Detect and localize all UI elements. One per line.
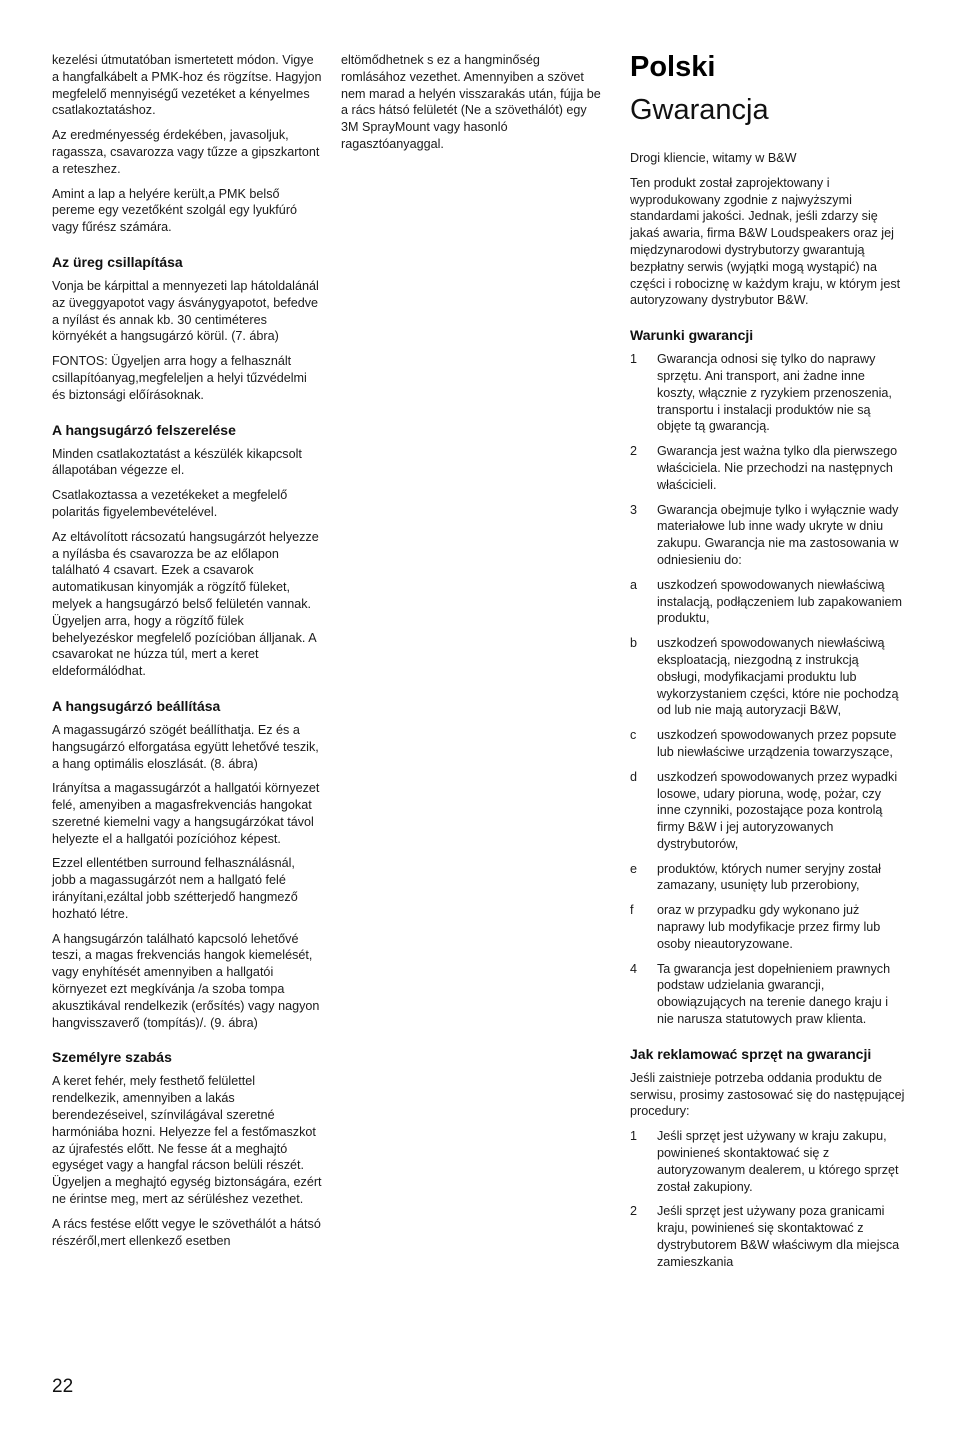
list-marker: a xyxy=(630,577,638,592)
list-item xyxy=(630,1128,905,1195)
paragraph: kezelési útmutatóban ismertetett módon. Vigye a hangfalkábelt a PMK-hoz és rögzítse. Hagyjon megfelelő mennyiségű vezetéket a kényelmes csatlakoztatáshoz. xyxy=(52,53,322,118)
paragraph: A rács festése előtt vegye le szövethálót a hátsó részéről,mert ellenkező esetben xyxy=(52,1216,321,1248)
list-item-text: uszkodzeń spowodowanych przez popsute lub niewłaściwe urządzenia towarzyszące, xyxy=(657,728,897,759)
list-item xyxy=(630,727,905,761)
list-item xyxy=(630,502,905,569)
page-title: Gwarancja xyxy=(630,94,769,126)
list-marker: c xyxy=(630,728,637,743)
section-heading-terms: Warunki gwarancji xyxy=(630,327,754,344)
paragraph: eltömődhetnek s ez a hangminőség romlásához vezethet. Amennyiben a szövet nem marad a helyén visszarakás után, fújja be a rács hátsó felületét (Ne a szövethálót) egy 3M SprayMount vagy hasonló ragasztóanyaggal. xyxy=(341,53,601,151)
list-item-text: Gwarancja odnosi się tylko do naprawy sprzętu. Ani transport, ani żadne inne koszty, włącznie z ryzykiem przenoszenia, transportu i instalacji produktów nie są objęte tą gwarancją. xyxy=(657,352,892,434)
list-item-text: Jeśli sprzęt jest używany poza granicami kraju, powinieneś się skontaktować z dystrybutorem B&W właściwym dla miejsca zamieszkania xyxy=(657,1204,900,1269)
list-item-text: uszkodzeń spowodowanych przez wypadki losowe, udary pioruna, wodę, pożar, czy inne czynniki, pozostające poza kontrolą firmy B&W i jej autoryzowanych dystrybutorów, xyxy=(657,769,898,851)
column-polish-warranty xyxy=(630,52,905,1279)
list-marker: 4 xyxy=(630,961,638,976)
list-item-text: uszkodzeń spowodowanych niewłaściwą eksploatacją, niezgodną z instrukcją obsługi, modyfikacjami produktu lub wykorzystaniem części, które nie pochodzą od lub nie mają autoryzacji B&W, xyxy=(657,636,899,718)
section-heading-adjust: A hangsugárzó beállítása xyxy=(52,697,221,714)
list-item xyxy=(630,577,905,627)
paragraph: A magassugárzó szögét beállíthatja. Ez és a hangsugárzó elforgatása együtt lehetővé teszik, a hang optimális eloszlását. (8. ábra) xyxy=(52,722,319,771)
column-hungarian-continued xyxy=(341,52,606,161)
paragraph: Ten produkt został zaprojektowany i wyprodukowany zgodnie z najwyższymi standardami jakości. Jednak, jeśli zdarzy się jakaś awaria, firma B&W Loudspeakers oraz jej międzynarodowi dystrybutorzy gwarantują bezpłatny serwis (wyjątki mogą wystąpić) na części i robociznę w każdym kraju, w którym jest autoryzowany dystrybutor B&W. xyxy=(630,175,901,308)
section-heading-custom: Személyre szabás xyxy=(52,1049,172,1066)
paragraph: FONTOS: Ügyeljen arra hogy a felhasznált csillapítóanyag,megfeleljen a helyi tűzvédelmi és biztonsági előírásoknak. xyxy=(52,354,307,402)
list-item xyxy=(630,961,905,1028)
paragraph: A keret fehér, mely festhető felülettel rendelkezik, amennyiben a lakás berendezéseivel, színvilágával szeretné harmóniába hozni. Helyezze fel a festőmaszkot az újrafestés előtt. Ne fesse át a meghajtó egységet vagy a hangfal rácson belüli részét. Ügyeljen a meghajtó egység biztonságára, ezért ne érintse meg, mert az sérüléshez vezethet. xyxy=(52,1074,322,1207)
list-item xyxy=(630,902,905,952)
paragraph: Vonja be kárpittal a mennyezeti lap hátoldalánál az üveggyapotot vagy ásványgyapotot, befedve a nyílást és annak kb. 30 centiméteres környékét a hangsugárzó körül. (7. ábra) xyxy=(52,278,319,344)
list-marker: 1 xyxy=(630,352,638,367)
section-heading-cavity: Az üreg csillapítása xyxy=(52,253,183,270)
section-heading-install: A hangsugárzó felszerelése xyxy=(52,421,236,438)
list-marker: d xyxy=(630,769,638,784)
list-marker: 3 xyxy=(630,502,638,517)
paragraph: Csatlakoztassa a vezetékeket a megfelelő polaritás figyelembevételével. xyxy=(52,488,288,519)
list-marker: e xyxy=(630,861,638,876)
list-item xyxy=(630,861,905,895)
list-marker: 2 xyxy=(630,1204,638,1219)
list-item-text: Gwarancja obejmuje tylko i wyłącznie wady materiałowe lub inne wady ukryte w dniu zakupu. Gwarancja nie ma zastosowania w odniesieniu do: xyxy=(657,502,899,567)
paragraph: Minden csatlakoztatást a készülék kikapcsolt állapotában végezze el. xyxy=(52,446,302,478)
list-item xyxy=(630,635,905,719)
claim-steps-list xyxy=(630,1128,905,1270)
list-item xyxy=(630,1203,905,1270)
list-item xyxy=(630,769,905,853)
paragraph: A hangsugárzón található kapcsoló lehetővé teszi, a magas frekvenciás hangok kiemelését, vagy enyhítését amennyiben a hallgatói környezet ezt megkívánja /a szoba tompa akusztikával rendelkezik (erősítés) vagy nagyon hangvisszaverő (tompítás)/. (9. ábra) xyxy=(52,931,320,1030)
paragraph: Amint a lap a helyére került,a PMK belső pereme egy vezetőként szolgál egy lyukfúró vagy fűrész számára. xyxy=(52,186,298,235)
list-marker: b xyxy=(630,636,638,651)
section-heading-claim: Jak reklamować sprzęt na gwarancji xyxy=(630,1045,872,1062)
list-item-text: produktów, których numer seryjny został zamazany, usunięty lub przerobiony, xyxy=(657,861,881,893)
greeting: Drogi kliencie, witamy w B&W xyxy=(630,151,797,165)
paragraph: Az eltávolított rácsozatú hangsugárzót helyezze a nyílásba és csavarozza be az előlapon található 4 csavart. Ezek a csavarok automatikusan kinyomják a rögzítő füleket, melyek a hangsugárzó belső felületén vannak. Ügyeljen arra, hogy a rögzítő fülek behelyezéskor megfelelő pozícióban álljanak. A csavarokat ne húzza túl, mert a keret eldeformálódhat. xyxy=(52,529,319,679)
language-heading: Polski xyxy=(630,51,716,83)
list-marker: 1 xyxy=(630,1129,638,1144)
list-item-text: oraz w przypadku gdy wykonano już naprawy lub modyfikacje przez firmy lub osoby nieautoryzowane. xyxy=(657,903,881,951)
column-hungarian xyxy=(52,52,322,1257)
paragraph: Ezzel ellentétben surround felhasználásnál, jobb a magassugárzót nem a hallgató felé irányítani,ezáltal jobb szétterjedő hangmező hozható létre. xyxy=(52,856,298,921)
terms-list xyxy=(630,351,905,1028)
list-item-text: Jeśli sprzęt jest używany w kraju zakupu, powinieneś skontaktować się z autoryzowanym dealerem, u którego sprzęt został zakupiony. xyxy=(657,1129,899,1194)
list-item xyxy=(630,351,905,435)
list-marker: f xyxy=(630,903,634,918)
list-item xyxy=(630,443,905,493)
paragraph: Jeśli zaistnieje potrzeba oddania produktu de serwisu, prosimy zastosować się do następującej procedury: xyxy=(630,1070,905,1119)
paragraph: Irányítsa a magassugárzót a hallgatói környezet felé, amenyiben a magasfrekvenciás hangokat szeretné kiemelni vagy a hangsugárzókat távol helyezte el a hallgatói pozícióhoz képest. xyxy=(52,781,320,846)
list-item-text: uszkodzeń spowodowanych niewłaściwą instalacją, podłączeniem lub zapakowaniem produktu, xyxy=(657,577,903,626)
list-item-text: Ta gwarancja jest dopełnieniem prawnych podstaw udzielania gwarancji, obowiązujących na terenie danego kraju i nie narusza statutowych praw klienta. xyxy=(657,961,891,1027)
page-number: 22 xyxy=(52,1376,74,1397)
list-item-text: Gwarancja jest ważna tylko dla pierwszego właściciela. Nie przechodzi na następnych właścicieli. xyxy=(657,444,898,492)
list-marker: 2 xyxy=(630,444,638,459)
paragraph: Az eredményesség érdekében, javasoljuk, ragassza, csavarozza vagy tűzze a gipszkartont a reteszhez. xyxy=(52,128,320,176)
